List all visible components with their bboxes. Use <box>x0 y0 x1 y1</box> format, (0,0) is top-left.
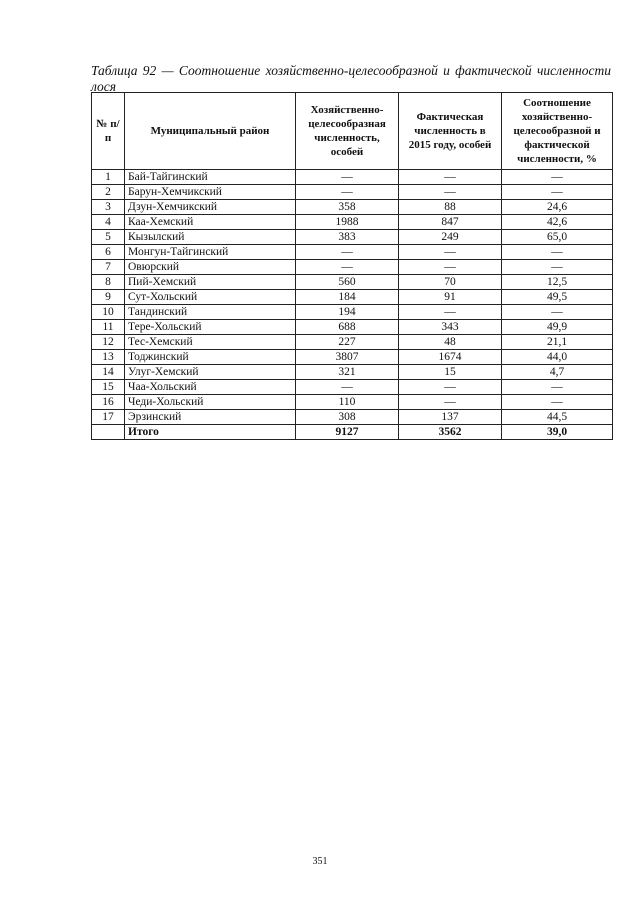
cell-actual: 91 <box>399 290 502 305</box>
header-number: № п/п <box>92 93 125 170</box>
cell-actual: 343 <box>399 320 502 335</box>
cell-target: 688 <box>296 320 399 335</box>
total-cell-actual: 3562 <box>399 425 502 440</box>
cell-actual: 847 <box>399 215 502 230</box>
cell-ratio: — <box>502 260 613 275</box>
cell-district: Бай-Тайгинский <box>125 170 296 185</box>
cell-ratio: 65,0 <box>502 230 613 245</box>
cell-target: 383 <box>296 230 399 245</box>
total-cell-district: Итого <box>125 425 296 440</box>
table-row <box>92 275 613 290</box>
cell-target: 3807 <box>296 350 399 365</box>
table-body <box>92 170 613 440</box>
cell-ratio: 44,0 <box>502 350 613 365</box>
cell-ratio: — <box>502 185 613 200</box>
table-row <box>92 215 613 230</box>
cell-actual: — <box>399 305 502 320</box>
table-row <box>92 185 613 200</box>
cell-number: 17 <box>92 410 125 425</box>
cell-number: 3 <box>92 200 125 215</box>
header-actual-population: Фактическая численность в 2015 году, особей <box>399 93 502 170</box>
table-row <box>92 410 613 425</box>
header-target-population: Хозяйственно-целесообразная численность, особей <box>296 93 399 170</box>
table-row <box>92 365 613 380</box>
header-ratio: Соотношение хозяйственно-целесообразной и фактической численности, % <box>502 93 613 170</box>
cell-target: 321 <box>296 365 399 380</box>
table-row <box>92 305 613 320</box>
cell-actual: 48 <box>399 335 502 350</box>
cell-ratio: 21,1 <box>502 335 613 350</box>
table-row <box>92 335 613 350</box>
cell-ratio: — <box>502 305 613 320</box>
cell-number: 13 <box>92 350 125 365</box>
cell-district: Монгун-Тайгинский <box>125 245 296 260</box>
cell-target: 308 <box>296 410 399 425</box>
cell-number: 10 <box>92 305 125 320</box>
table-row <box>92 200 613 215</box>
cell-district: Тоджинский <box>125 350 296 365</box>
cell-actual: — <box>399 245 502 260</box>
cell-number: 1 <box>92 170 125 185</box>
cell-actual: — <box>399 260 502 275</box>
cell-target: — <box>296 185 399 200</box>
total-cell-target: 9127 <box>296 425 399 440</box>
moose-population-table <box>91 92 613 440</box>
cell-target: — <box>296 380 399 395</box>
cell-ratio: 49,5 <box>502 290 613 305</box>
cell-actual: — <box>399 380 502 395</box>
cell-ratio: 44,5 <box>502 410 613 425</box>
cell-number: 5 <box>92 230 125 245</box>
cell-ratio: 4,7 <box>502 365 613 380</box>
cell-actual: 15 <box>399 365 502 380</box>
page-number: 351 <box>312 856 328 867</box>
cell-district: Эрзинский <box>125 410 296 425</box>
cell-number: 12 <box>92 335 125 350</box>
table-row <box>92 320 613 335</box>
table-row <box>92 170 613 185</box>
cell-district: Пий-Хемский <box>125 275 296 290</box>
cell-number: 9 <box>92 290 125 305</box>
cell-number: 14 <box>92 365 125 380</box>
cell-district: Тере-Хольский <box>125 320 296 335</box>
cell-district: Дзун-Хемчикский <box>125 200 296 215</box>
cell-target: 560 <box>296 275 399 290</box>
cell-number: 15 <box>92 380 125 395</box>
cell-district: Улуг-Хемский <box>125 365 296 380</box>
cell-number: 16 <box>92 395 125 410</box>
cell-district: Овюрский <box>125 260 296 275</box>
table-row <box>92 290 613 305</box>
cell-ratio: — <box>502 170 613 185</box>
cell-number: 11 <box>92 320 125 335</box>
cell-actual: 249 <box>399 230 502 245</box>
cell-district: Каа-Хемский <box>125 215 296 230</box>
cell-target: 1988 <box>296 215 399 230</box>
cell-ratio: 42,6 <box>502 215 613 230</box>
total-cell-ratio: 39,0 <box>502 425 613 440</box>
header-district: Муниципальный район <box>125 93 296 170</box>
cell-target: 227 <box>296 335 399 350</box>
cell-actual: 88 <box>399 200 502 215</box>
cell-target: 184 <box>296 290 399 305</box>
table-row <box>92 350 613 365</box>
cell-district: Кызылский <box>125 230 296 245</box>
total-cell-number <box>92 425 125 440</box>
cell-target: 110 <box>296 395 399 410</box>
cell-district: Тес-Хемский <box>125 335 296 350</box>
table-caption: Таблица 92 — Соотношение хозяйственно-целесообразной и фактической численности лося <box>91 63 611 94</box>
cell-actual: — <box>399 395 502 410</box>
cell-target: 194 <box>296 305 399 320</box>
cell-district: Сут-Хольский <box>125 290 296 305</box>
cell-actual: 70 <box>399 275 502 290</box>
table-header-row <box>92 93 613 170</box>
cell-district: Чеди-Хольский <box>125 395 296 410</box>
cell-number: 2 <box>92 185 125 200</box>
cell-actual: 137 <box>399 410 502 425</box>
cell-actual: — <box>399 170 502 185</box>
cell-district: Барун-Хемчикский <box>125 185 296 200</box>
table-row <box>92 395 613 410</box>
cell-target: — <box>296 170 399 185</box>
cell-ratio: — <box>502 245 613 260</box>
table-row <box>92 260 613 275</box>
table-row <box>92 245 613 260</box>
cell-ratio: — <box>502 380 613 395</box>
cell-actual: — <box>399 185 502 200</box>
cell-ratio: 49,9 <box>502 320 613 335</box>
cell-target: — <box>296 260 399 275</box>
cell-number: 7 <box>92 260 125 275</box>
cell-ratio: — <box>502 395 613 410</box>
cell-ratio: 24,6 <box>502 200 613 215</box>
cell-district: Тандинский <box>125 305 296 320</box>
cell-district: Чаа-Хольский <box>125 380 296 395</box>
cell-number: 8 <box>92 275 125 290</box>
cell-ratio: 12,5 <box>502 275 613 290</box>
cell-number: 6 <box>92 245 125 260</box>
cell-target: 358 <box>296 200 399 215</box>
cell-number: 4 <box>92 215 125 230</box>
table-total-row <box>92 425 613 440</box>
cell-actual: 1674 <box>399 350 502 365</box>
table-row <box>92 380 613 395</box>
table-row <box>92 230 613 245</box>
cell-target: — <box>296 245 399 260</box>
